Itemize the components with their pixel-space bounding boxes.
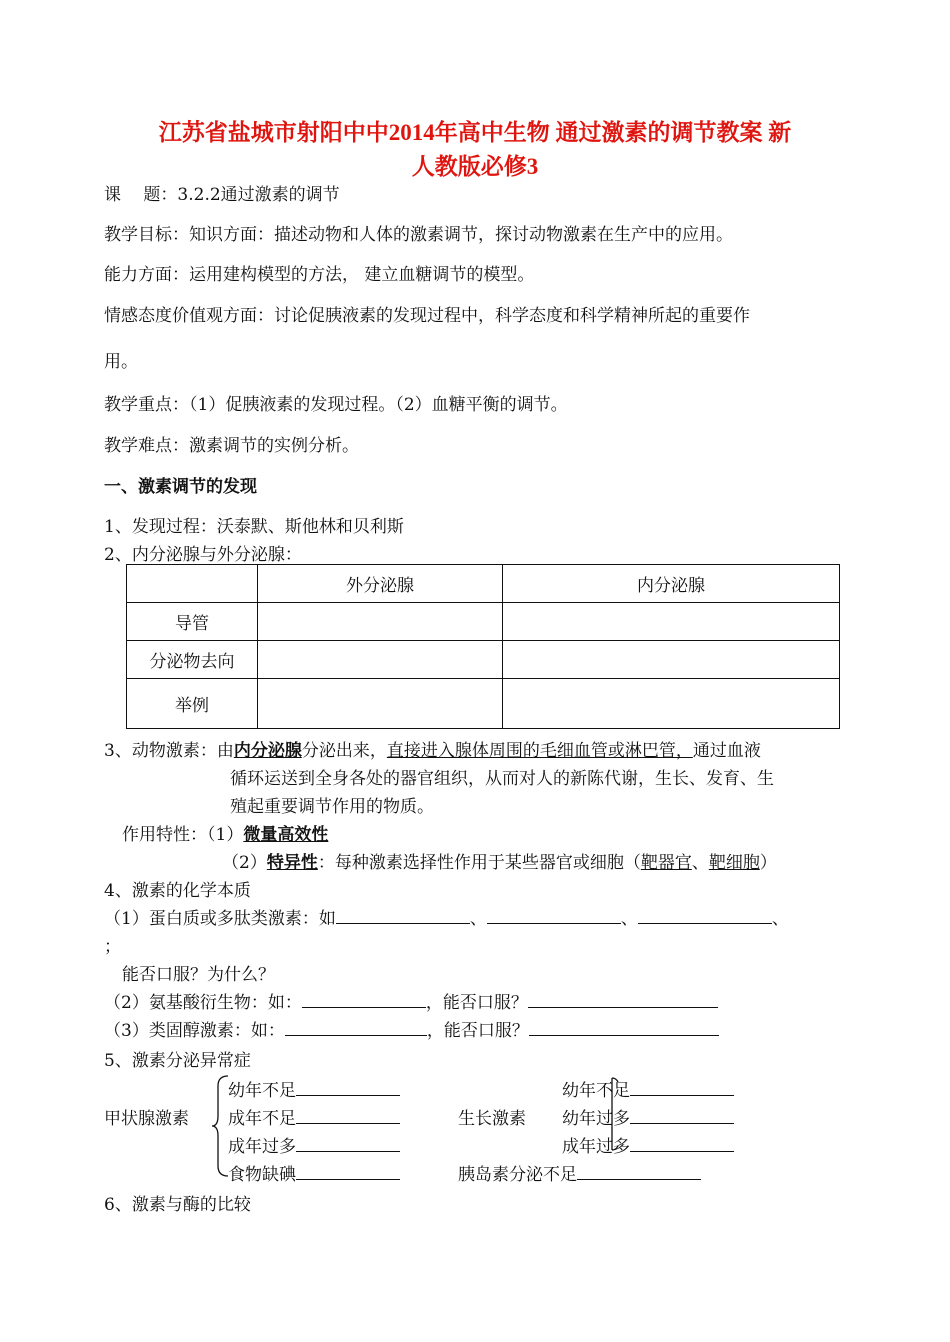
semicolon-mark: ； [104,937,121,957]
answer-blank[interactable] [487,906,621,924]
document-title-line-1: 江苏省盐城市射阳中中2014年高中生物 通过激素的调节教案 新 [158,120,792,145]
table-cell-empty[interactable] [503,679,840,729]
thyroid-item-4: 食物缺碘 [228,1160,400,1185]
answer-blank[interactable] [285,1018,427,1036]
left-brace-icon [210,1074,230,1178]
growth-item-2: 幼年过多 [562,1104,734,1129]
answer-blank[interactable] [302,990,426,1008]
item-3-line-2: 循环运送到全身各处的器官组织，从而对人的新陈代谢，生长、发育、生 [230,769,774,789]
item-2-glands: 2、内分泌腺与外分泌腺： [104,545,302,565]
answer-blank[interactable] [296,1134,400,1152]
item-3-hormone-definition: 3、动物激素：由内分泌腺分泌出来，直接进入腺体周围的毛细血管或淋巴管，通过血液 [104,741,761,761]
item-4-q3: （3）类固醇激素：如： ，能否口服？ [104,1016,719,1041]
thyroid-hormone-label: 甲状腺激素 [104,1109,189,1129]
answer-blank[interactable] [638,906,772,924]
answer-blank[interactable] [296,1078,400,1096]
objective-emotion-line-1: 情感态度价值观方面：讨论促胰液素的发现过程中，科学态度和科学精神所起的重要作 [104,306,750,326]
thyroid-item-1: 幼年不足 [228,1076,400,1101]
specificity: 特异性 [266,853,318,873]
table-header-endocrine: 内分泌腺 [503,565,840,603]
table-row-label-example: 举例 [127,679,258,729]
key-points: 教学重点：（1）促胰液素的发现过程。（2）血糖平衡的调节。 [104,395,568,415]
item-1-discovery: 1、发现过程：沃泰默、斯他林和贝利斯 [104,517,404,537]
answer-blank[interactable] [630,1134,734,1152]
answer-blank[interactable] [336,906,470,924]
item-4-q2: （2）氨基酸衍生物：如： ，能否口服？ [104,988,718,1013]
table-row-label-duct: 导管 [127,603,258,641]
difficulty: 教学难点：激素调节的实例分析。 [104,436,359,456]
growth-item-1: 幼年不足 [562,1076,734,1101]
answer-blank[interactable] [577,1162,701,1180]
section-1-heading: 一、激素调节的发现 [104,477,257,497]
table-cell-empty[interactable] [258,679,503,729]
table-cell-empty[interactable] [258,641,503,679]
objective-ability: 能力方面：运用建构模型的方法， 建立血糖调节的模型。 [104,265,535,285]
answer-blank[interactable] [296,1106,400,1124]
item-4-q1: （1）蛋白质或多肽类激素：如 、 、 、 [104,904,789,929]
growth-hormone-label: 生长激素 [458,1109,526,1129]
answer-blank[interactable] [528,990,718,1008]
table-header-exocrine: 外分泌腺 [258,565,503,603]
document-title-line-2: 人教版必修3 [411,154,539,179]
item-4-q1b: 能否口服？为什么？ [122,965,275,985]
item-4-heading: 4、激素的化学本质 [104,881,251,901]
topic-line: 课 题：3.2.2通过激素的调节 [104,185,340,205]
endocrine-emphasis: 内分泌腺 [233,741,302,761]
answer-blank[interactable] [630,1078,734,1096]
insulin-deficiency: 胰岛素分泌不足 [458,1160,701,1185]
answer-blank[interactable] [630,1106,734,1124]
item-3-line-3: 殖起重要调节作用的物质。 [230,797,434,817]
growth-item-3: 成年过多 [562,1132,734,1157]
property-2: （2）特异性：每种激素选择性作用于某些器官或细胞（靶器官、靶细胞） [222,853,777,873]
table-header-blank [127,565,258,603]
gland-comparison-table [126,564,840,729]
table-cell-empty[interactable] [503,641,840,679]
direct-entry-emphasis: 直接进入腺体周围的毛细血管或淋巴管， [386,741,693,761]
thyroid-item-2: 成年不足 [228,1104,400,1129]
item-6-heading: 6、激素与酶的比较 [104,1195,251,1215]
answer-blank[interactable] [529,1018,719,1036]
objective-emotion-line-2: 用。 [104,352,138,372]
item-5-heading: 5、激素分泌异常症 [104,1051,251,1071]
table-cell-empty[interactable] [258,603,503,641]
answer-blank[interactable] [296,1162,400,1180]
table-row-label-secretion: 分泌物去向 [127,641,258,679]
objective-knowledge: 教学目标：知识方面：描述动物和人体的激素调节，探讨动物激素在生产中的应用。 [104,225,733,245]
micro-efficiency: 微量高效性 [243,825,329,845]
table-cell-empty[interactable] [503,603,840,641]
thyroid-item-3: 成年过多 [228,1132,400,1157]
property-1: 作用特性：（1）微量高效性 [122,825,329,845]
